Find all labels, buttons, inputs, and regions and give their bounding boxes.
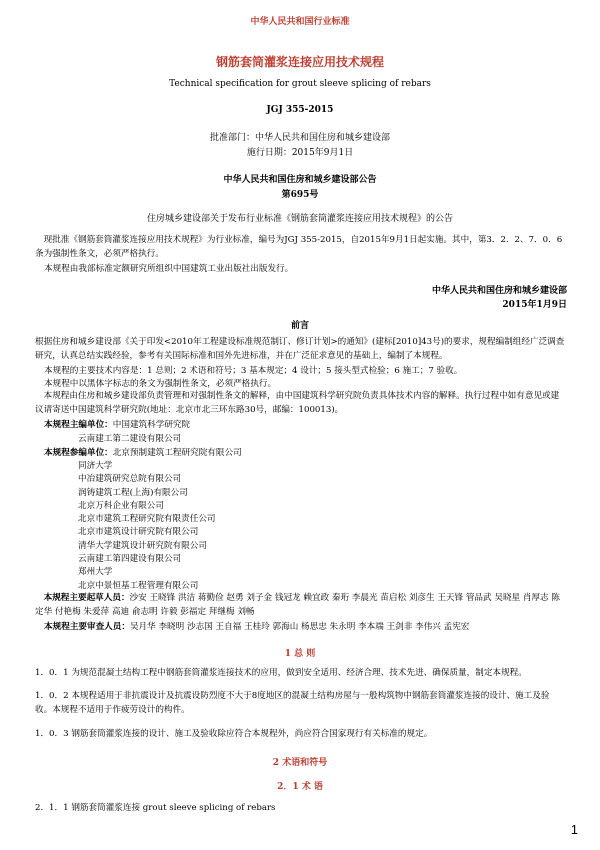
preface-paragraph-1: 根据住房和城乡建设部《关于印发<2010年工程建设标准规范制订、修订计划>的通知》(建标[2010]43号)的要求，规程编制组经广泛调查研究，认真总结实践经验，参考有关国际标准和国外先进标准，并在广泛征求意见的基础上，编制了本规程。 bbox=[35, 337, 565, 361]
list-item: 北京万科企业有限公司 bbox=[78, 500, 164, 511]
drafters-paragraph bbox=[35, 592, 565, 619]
list-item: 郑州大学 bbox=[78, 567, 113, 578]
english-title: Technical specification for grout sleeve splicing of rebars bbox=[169, 79, 431, 89]
participants-list bbox=[78, 460, 216, 593]
list-item: 北京市建筑设计研究院有限公司 bbox=[78, 527, 199, 538]
preface-heading: 前言 bbox=[290, 321, 309, 331]
participants-line bbox=[44, 446, 242, 458]
standard-code: JGJ 355-2015 bbox=[266, 105, 334, 115]
announcement-number: 第695号 bbox=[281, 190, 319, 200]
participant-first: 北京预制建筑工程研究院有限公司 bbox=[112, 448, 242, 458]
chief-editor-label: 本规程主编单位： bbox=[44, 420, 113, 430]
chapter-1-heading: 1 总 则 bbox=[284, 649, 316, 659]
list-item: 中冶建筑研究总院有限公司 bbox=[78, 474, 182, 485]
chief-editor-2: 云南建工第二建设有限公司 bbox=[78, 434, 182, 444]
approval-department: 批准部门：中华人民共和国住房和城乡建设部 bbox=[209, 133, 390, 143]
preface-paragraph-3: 本规程中以黑体字标志的条文为强制性条文，必须严格执行。 bbox=[44, 379, 277, 389]
chief-editor-line bbox=[44, 418, 190, 430]
reviewers-names: 吴月华 李晓明 沙志国 王自福 王桂玲 郭海山 杨思忠 朱永明 李本端 王剑非 李伟兴 孟宪宏 bbox=[129, 622, 470, 632]
chapter-2-heading: 2 术语和符号 bbox=[272, 758, 328, 768]
list-item: 云南建工第四建设有限公司 bbox=[78, 554, 182, 565]
announcement-publish: 本规程由我部标准定额研究所组织中国建筑工业出版社出版发行。 bbox=[44, 264, 294, 274]
list-item: 清华大学建筑设计研究院有限公司 bbox=[78, 540, 207, 551]
list-item: 北京中景恒基工程管理有限公司 bbox=[78, 580, 199, 591]
announcement-caption: 住房城乡建设部关于发布行业标准《钢筋套筒灌浆连接应用技术规程》的公告 bbox=[146, 214, 453, 224]
list-item: 润铸建筑工程(上海)有限公司 bbox=[78, 487, 188, 498]
chief-editor-1: 中国建筑科学研究院 bbox=[112, 420, 191, 430]
reviewers-line bbox=[44, 620, 469, 632]
list-item: 北京市建筑工程研究院有限责任公司 bbox=[78, 514, 216, 525]
document-title: 钢筋套筒灌浆连接应用技术规程 bbox=[215, 55, 384, 69]
drafters-names: 沙安 王晓锋 洪洁 蒋勤俭 赵勇 刘子金 钱冠龙 赖宜政 秦珩 李晨光 苗启松 刘彦生 王天锋 管品武 吴晓星 肖厚志 陈定华 付艳梅 朱爱萍 高迪 俞志明 许毅 彭福定 拜继梅 刘畅 bbox=[35, 593, 560, 617]
announcement-body: 现批准《钢筋套筒灌浆连接应用技术规程》为行业标准，编号为JGJ 355-2015，自2015年9月1日起实施。其中，第3．2．2、7．0．6条为强制性条文，必须严格执行。 bbox=[35, 235, 563, 259]
standard-category: 中华人民共和国行业标准 bbox=[250, 17, 350, 27]
clause-1-0-2: 1．0．2 本规程适用于非抗震设计及抗震设防烈度不大于8度地区的混凝土结构房屋与一般构筑物中钢筋套筒灌浆连接的设计、施工及验收。本规程不适用于作疲劳设计的构件。 bbox=[35, 691, 550, 715]
participants-label: 本规程参编单位： bbox=[44, 448, 113, 458]
section-2-1-heading: 2．1 术 语 bbox=[277, 782, 323, 792]
preface-paragraph-4: 本规程由住房和城乡建设部负责管理和对强制性条文的解释，由中国建筑科学研究院负责具体技术内容的解释。执行过程中如有意见或建议请寄送中国建筑科学研究院(地址：北京市北三环东路30号，邮编：100013)。 bbox=[35, 391, 560, 415]
clause-1-0-1: 1．0．1 为规范混凝土结构工程中钢筋套筒灌浆连接技术的应用，做到安全适用、经济合理、技术先进、确保质量，制定本规程。 bbox=[35, 668, 527, 678]
announcement-heading: 中华人民共和国住房和城乡建设部公告 bbox=[223, 175, 377, 185]
effective-date: 施行日期：2015年9月1日 bbox=[246, 148, 354, 158]
sign-date: 2015年1月9日 bbox=[502, 300, 567, 310]
clause-2-1-1: 2．1．1 钢筋套筒灌浆连接 grout sleeve splicing of rebars bbox=[35, 803, 276, 813]
drafters-label: 本规程主要起草人员： bbox=[43, 593, 130, 603]
clause-1-0-3: 1．0．3 钢筋套筒灌浆连接的设计、施工及验收除应符合本规程外，尚应符合国家现行有关标准的规定。 bbox=[35, 729, 433, 739]
preface-paragraph-2: 本规程的主要技术内容是：1 总则；2 术语和符号；3 基本规定；4 设计；5 接头型式检验；6 施工；7 验收。 bbox=[44, 366, 463, 376]
list-item: 同济大学 bbox=[78, 461, 113, 471]
reviewers-label: 本规程主要审查人员： bbox=[44, 622, 130, 632]
page-number: 1 bbox=[570, 822, 578, 837]
sign-organization: 中华人民共和国住房和城乡建设部 bbox=[431, 286, 567, 296]
